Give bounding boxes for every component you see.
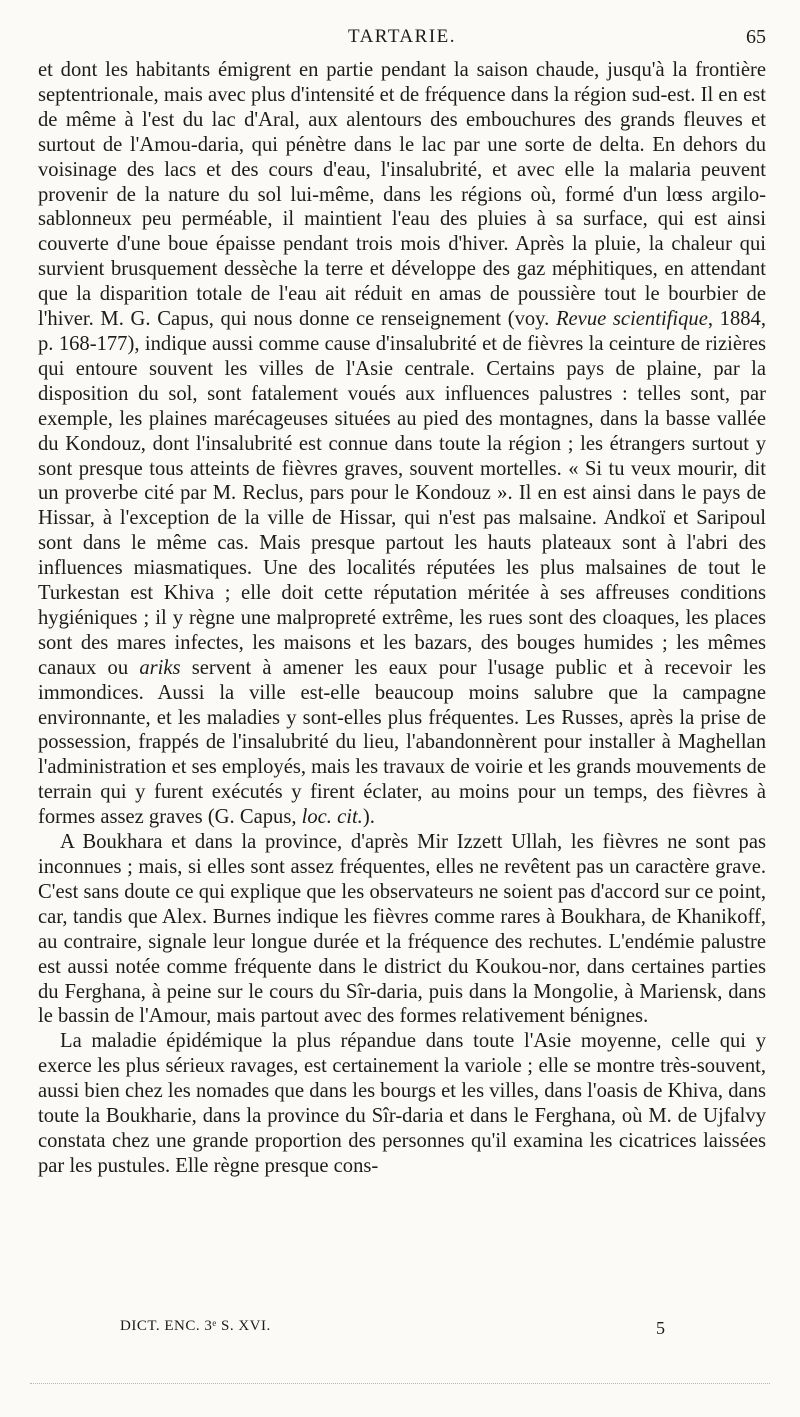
printer-signature: DICT. ENC. 3ᵉ S. XVI. [120,1318,271,1334]
journal-title-italic: Revue scientifique [555,308,708,331]
signature-number: 5 [656,1318,665,1338]
paragraph-1-text-c: servent à amener les eaux pour l'usage public et à recevoir les immondices. Aussi la ville est-elle beaucoup moins salubre que la campagne environnante, et les maladies y sont-elles plus fréquentes. Les Russes, après la prise de possession, frappés de l'insalubrité du lieu, l'abandonnèrent pour installer à Maghellan l'administration et ses employés, mais les travaux de voirie et les grands mouvements de terrain qui y furent exécutés y firent éclater, au moins pour un temps, des fièvres à formes assez graves (G. Capus, [38,656,766,829]
paragraph-3: La maladie épidémique la plus répandue dans toute l'Asie moyenne, celle qui y exerce les plus sérieux ravages, est certainement la variole ; elle se montre très-souvent, aussi bien chez les nomades que dans les bourgs et les villes, dans l'oasis de Khiva, dans toute la Boukharie, dans la province du Sîr-daria et dans le Ferghana, où M. de Ujfalvy constata chez une grande proportion des personnes qu'il examina les cicatrices laissées par les pustules. Elle règne presque cons- [38,1030,766,1177]
page-footer [120,1318,665,1344]
paragraph-1-text-a: et dont les habitants émigrent en partie pendant la saison chaude, jusqu'à la frontière septentrionale, mais avec plus d'intensité et de fréquence dans la région sud-est. Il en est de même à l'est du lac d'Aral, aux alentours des embouchures des grands fleuves et surtout de l'Amou-daria, qui pénètre dans le lac par une sorte de delta. En dehors du voisinage des lacs et des cours d'eau, l'insalubrité, et avec elle la malaria peuvent provenir de la nature du sol lui-même, dans les régions où, formé d'un lœss argilo-sablonneux peu perméable, il maintient l'eau des pluies à sa surface, qui est ainsi couverte d'une boue épaisse pendant trois mois d'hiver. Après la pluie, la chaleur qui survient brusquement dessèche la terre et développe des gaz méphitiques, en attendant que la disparition totale de l'eau ait réduit en amas de poussière tout le bourbier de l'hiver. M. G. Capus, qui nous donne ce renseignement (voy. [38,59,766,331]
paragraph-1 [38,58,766,830]
term-ariks-italic: ariks [139,656,181,679]
article-body [38,58,766,1179]
running-title: TARTARIE. [348,26,456,47]
bottom-dotted-rule [30,1383,770,1384]
page-number: 65 [746,26,766,48]
paragraph-1-text-d: ). [362,806,375,829]
paragraph-2: A Boukhara et dans la province, d'après Mir Izzett Ullah, les fièvres ne sont pas inconnues ; mais, si elles sont assez fréquentes, elles ne revêtent pas un caractère grave. C'est sans doute ce qui explique que les observateurs ne soient pas d'accord sur ce point, car, tandis que Alex. Burnes indique les fièvres comme rares à Boukhara, de Khanikoff, au contraire, signale leur longue durée et la fréquence des rechutes. L'endémie palustre est aussi notée comme fréquente dans le district du Koukou-nor, dans certaines parties du Ferghana, à peine sur le cours du Sîr-daria, puis dans la Mongolie, à Mariensk, dans le bassin de l'Amour, mais partout avec des formes relativement bénignes. [38,831,766,1028]
page-header [38,26,766,56]
loc-cit-italic: loc. cit. [301,806,363,829]
paragraph-1-text-b: , 1884, p. 168-177), indique aussi comme cause d'insalubrité et de fièvres la ceinture de rizières qui entoure souvent les villes de l'Asie centrale. Certains pays de plaine, par la disposition du sol, sont fatalement voués aux influences palustres : telles sont, par exemple, les plaines marécageuses situées au pied des montagnes, dans la basse vallée du Kondouz, dont l'insalubrité est connue dans toute la région ; les étrangers surtout y sont presque tous atteints de fièvres graves, souvent mortelles. « Si tu veux mourir, dit un proverbe cité par M. Reclus, pars pour le Kondouz ». Il en est ainsi dans le pays de Hissar, à l'exception de la ville de Hissar, qui n'est pas malsaine. Andkoï et Saripoul sont dans le même cas. Mais presque partout les hauts plateaux sont à l'abri des influences miasmatiques. Une des localités réputées les plus malsaines de tout le Turkestan est Khiva ; elle doit cette réputation méritée à ses affreuses conditions hygiéniques ; il y règne une malpropreté extrême, les rues sont des cloaques, les places sont des mares infectes, les maisons et les bazars, des bouges humides ; les mêmes canaux ou [38,308,767,679]
